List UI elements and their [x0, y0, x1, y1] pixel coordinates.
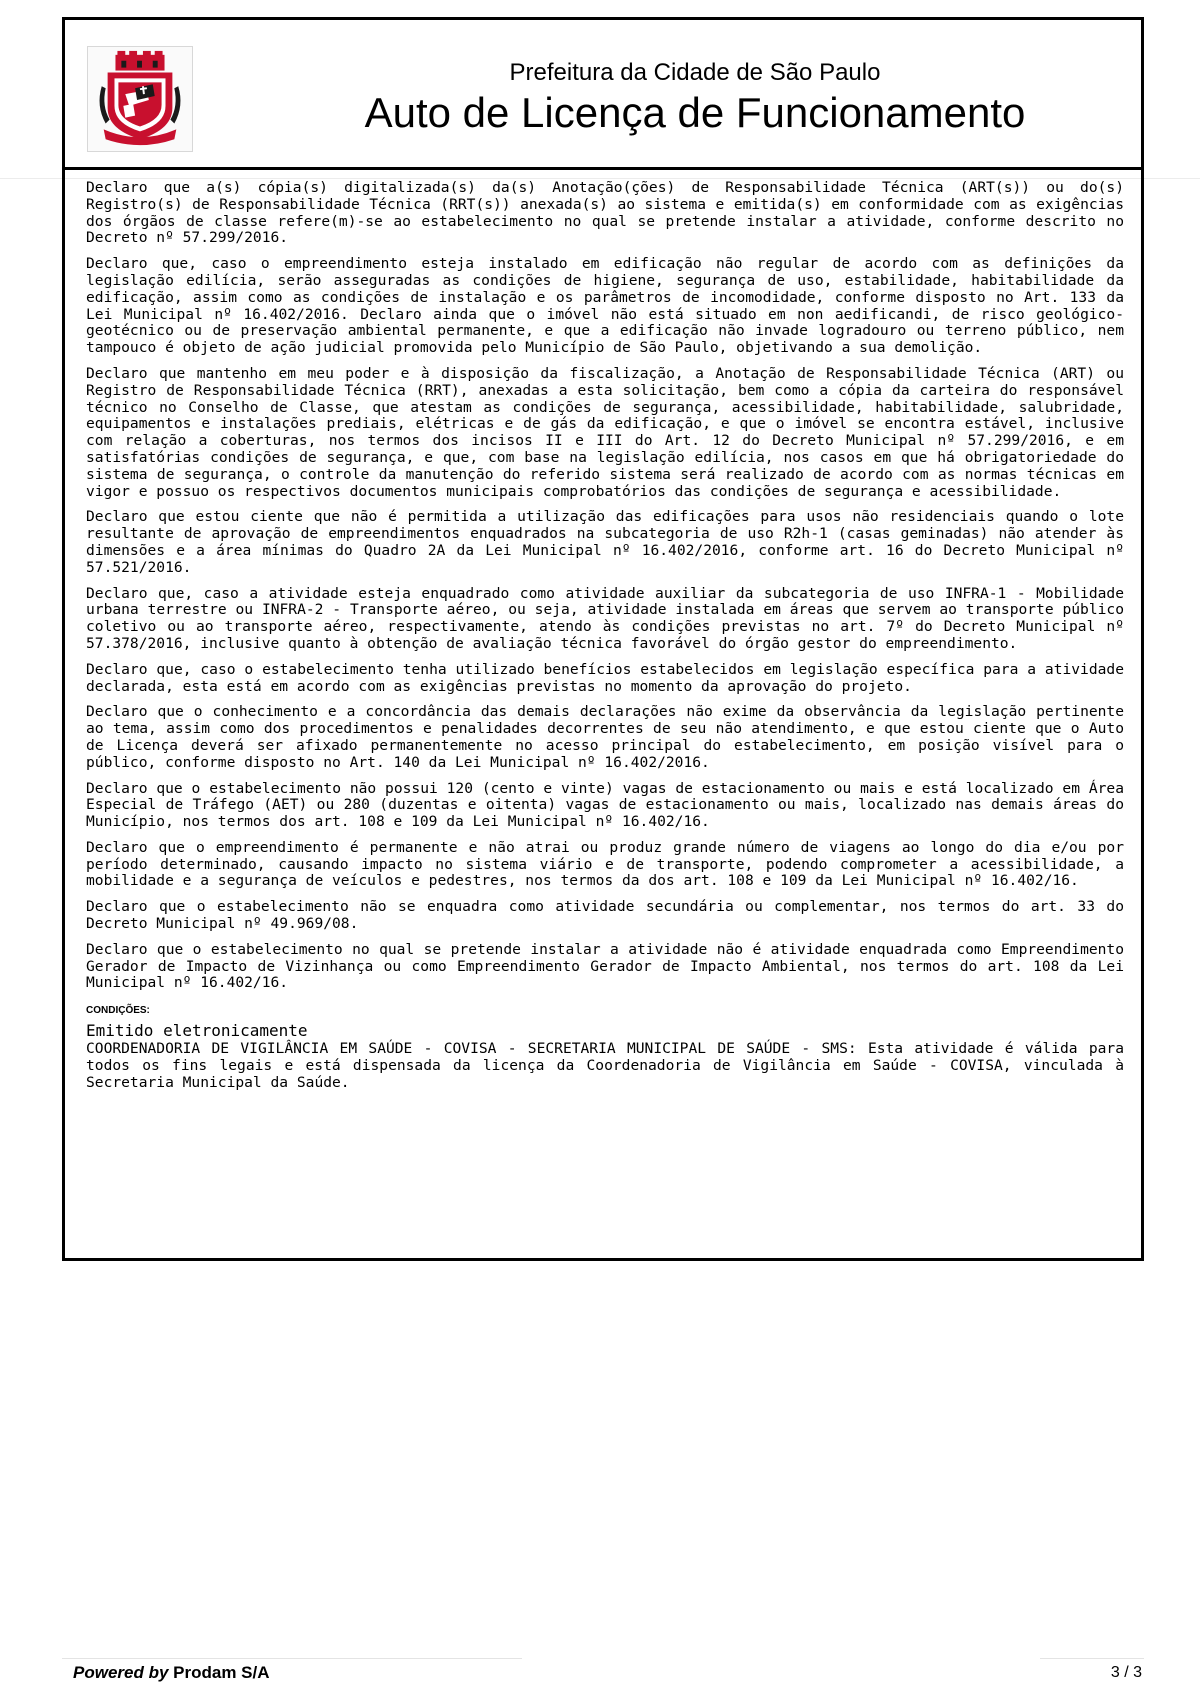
declaration-paragraph: Declaro que estou ciente que não é permitida a utilização das edificações para usos não residenciais quando o lote resultante de aprovação de empreendimentos enquadrados na subcategoria de uso R2h-1 (casas geminadas) não atender às dimensões e a área mínimas do Quadro 2A da Lei Municipal nº 16.402/2016, conforme art. 16 do Decreto Municipal nº 57.521/2016. [86, 508, 1124, 576]
powered-by [73, 1663, 270, 1683]
declaration-paragraph: Declaro que o estabelecimento não se enquadra como atividade secundária ou complementar, nos termos do art. 33 do Decreto Municipal nº 49.969/08. [86, 898, 1124, 933]
powered-by-label: Powered by [73, 1663, 169, 1682]
declaration-paragraph: Declaro que o estabelecimento não possui 120 (cento e vinte) vagas de estacionamento ou mais e está localizado em Área Especial de Tráfego (AET) ou 280 (duzentas e oitenta) vagas de estacionamento ou mais, localizado nas demais áreas do Município, nos termos dos art. 108 e 109 da Lei Municipal nº 16.402/16. [86, 779, 1124, 831]
declaration-paragraph: Declaro que, caso o empreendimento esteja instalado em edificação não regular de acordo com as definições da legislação edilícia, serão asseguradas as condições de higiene, segurança de uso, estabilidade, habitabilidade da edificação, assim como as condições de instalação e os parâmetros de incomodidade, conforme disposto no Art. 133 da Lei Municipal nº 16.402/2016. Declaro ainda que o imóvel não está situado em non aedificandi, de risco geológico-geotécnico ou de preservação ambiental permanente, e que a edificação não invade logradouro ou terreno público, nem tampouco é objeto de ação judicial promovida pelo Município de São Paulo, objetivando a sua demolição. [86, 255, 1124, 357]
declaration-paragraph: Declaro que a(s) cópia(s) digitalizada(s) da(s) Anotação(ções) de Responsabilidade Técnica (ART(s)) ou do(s) Registro(s) de Responsabilidade Técnica (RRT(s)) anexada(s) ao sistema e emitida(s) em conformidade com as exigências dos órgãos de classe refere(m)-se ao estabelecimento no qual se pretende instalar a atividade, conforme descrito no Decreto nº 57.299/2016. [86, 179, 1124, 247]
declaration-paragraph: Declaro que o conhecimento e a concordância das demais declarações não exime da observância da legislação pertinente ao tema, assim como dos procedimentos e penalidades decorrentes de seu não atendimento, e que estou ciente que o Auto de Licença deverá ser afixado permanentemente no acesso principal do estabelecimento, em posição visível para o público, conforme disposto no Art. 140 da Lei Municipal nº 16.402/2016. [86, 703, 1124, 771]
declarations-text [86, 180, 1124, 1101]
declaration-paragraph: Declaro que o estabelecimento no qual se pretende instalar a atividade não é atividade enquadrada como Empreendimento Gerador de Impacto de Vizinhança ou como Empreendimento Gerador de Impacto Ambiental, nos termos do art. 108 da Lei Municipal nº 16.402/16. [86, 940, 1124, 992]
declaration-paragraph: Declaro que o empreendimento é permanente e não atrai ou produz grande número de viagens ao longo do dia e/ou por período determinado, causando impacto no sistema viário e de transporte, podendo comprometer a acessibilidade, a mobilidade e a segurança de veículos e pedestres, nos termos da dos art. 108 e 109 da Lei Municipal nº 16.402/16. [86, 838, 1124, 890]
declaration-paragraph: Declaro que, caso o estabelecimento tenha utilizado benefícios estabelecidos em legislação específica para a atividade declarada, esta está em acordo com as exigências previstas no momento da aprovação do projeto. [86, 660, 1124, 695]
page-number: 3 / 3 [1110, 1664, 1142, 1681]
covisa-condition: COORDENADORIA DE VIGILÂNCIA EM SAÚDE - COVISA - SECRETARIA MUNICIPAL DE SAÚDE - SMS: Esta atividade é válida para todos os fins legais e está dispensada da licença da Coordenadoria de Vigilância em Saúde - COVISA, vinculada à Secretaria Municipal da Saúde. [86, 1040, 1124, 1091]
document-header [62, 17, 1144, 170]
conditions-label: CONDIÇÕES: [86, 1005, 150, 1017]
company-name: Prodam S/A [173, 1663, 270, 1682]
emitted-electronically: Emitido eletronicamente [86, 1021, 308, 1041]
city-crest-icon [87, 46, 193, 152]
footer-divider [1040, 1658, 1144, 1659]
declaration-paragraph: Declaro que, caso a atividade esteja enquadrado como atividade auxiliar da subcategoria de uso INFRA-1 - Mobilidade urbana terrestre ou INFRA-2 - Transporte aéreo, ou seja, atividade instalada em áreas que servem ao transporte público coletivo ou ao transporte aéreo, respectivamente, atendo às condições previstas no art. 7º do Decreto Municipal nº 57.378/2016, inclusive quanto à obtenção de avaliação técnica favorável do órgão gestor do empreendimento. [86, 584, 1124, 652]
footer-divider [62, 1658, 522, 1659]
declaration-paragraph: Declaro que mantenho em meu poder e à disposição da fiscalização, a Anotação de Responsabilidade Técnica (ART) ou Registro de Responsabilidade Técnica (RRT), anexadas a esta solicitação, bem como a cópia da carteira do responsável técnico no Conselho de Classe, que atestam as condições de segurança, acessibilidade, habitabilidade, salubridade, equipamentos e instalações prediais, elétricas e de gás da edificação, e que o imóvel se encontra estável, inclusive com relação a coberturas, nos termos dos incisos II e III do Art. 12 do Decreto Municipal nº 57.299/2016, e em satisfatórias condições de segurança, e que, com base na legislação edilícia, nos casos em que há obrigatoriedade do sistema de segurança, o controle da manutenção do referido sistema será realizado de acordo com as normas técnicas em vigor e possuo os respectivos documentos municipais comprobatórios das condições de segurança e acessibilidade. [86, 364, 1124, 500]
organization-name: Prefeitura da Cidade de São Paulo [509, 59, 881, 86]
declarations-box [62, 170, 1144, 1261]
document-title: Auto de Licença de Funcionamento [364, 89, 1026, 136]
